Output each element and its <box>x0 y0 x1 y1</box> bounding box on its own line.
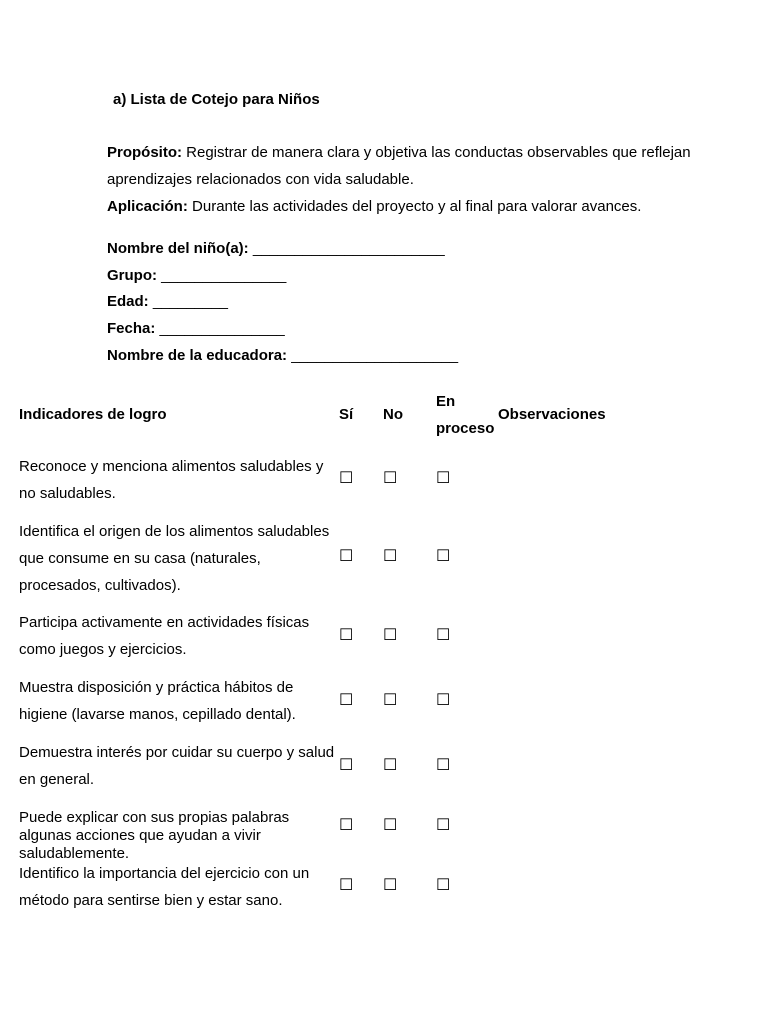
checkbox-yes[interactable]: ☐ <box>339 470 354 487</box>
field-label: Nombre de la educadora: <box>107 346 288 364</box>
field-label: Grupo: <box>107 266 157 284</box>
field-group[interactable] <box>107 263 458 290</box>
field-blank: _________ <box>148 293 228 311</box>
field-blank: ____________________ <box>287 346 459 364</box>
field-label: Fecha: <box>107 320 156 338</box>
header-indicators: Indicadores de logro <box>19 406 167 423</box>
checkbox-yes[interactable]: ☐ <box>339 877 354 894</box>
field-teacher-name[interactable] <box>107 343 458 370</box>
checkbox-in-process[interactable]: ☐ <box>436 692 451 709</box>
header-in-process-line2: proceso <box>436 420 495 437</box>
header-no: No <box>383 406 403 423</box>
checkbox-yes[interactable]: ☐ <box>339 817 354 834</box>
application-paragraph <box>107 193 707 220</box>
application-text: Durante las actividades del proyecto y al final para valorar avances. <box>187 198 642 215</box>
header-yes: Sí <box>339 406 354 423</box>
indicator-text: Muestra disposición y práctica hábitos de higiene (lavarse manos, cepillado dental). <box>19 679 296 723</box>
indicator-text: Demuestra interés por cuidar su cuerpo y salud en general. <box>19 744 335 788</box>
checkbox-yes[interactable]: ☐ <box>339 627 354 644</box>
header-observations: Observaciones <box>498 406 606 423</box>
field-blank: _______________ <box>155 320 285 338</box>
checkbox-in-process[interactable]: ☐ <box>436 877 451 894</box>
field-age[interactable] <box>107 289 458 316</box>
checkbox-no[interactable]: ☐ <box>383 877 398 894</box>
header-in-process-line1: En <box>436 393 456 410</box>
checkbox-no[interactable]: ☐ <box>383 627 398 644</box>
checkbox-no[interactable]: ☐ <box>383 757 398 774</box>
checkbox-no[interactable]: ☐ <box>383 692 398 709</box>
checkbox-in-process[interactable]: ☐ <box>436 470 451 487</box>
field-blank: _______________ <box>157 266 287 284</box>
student-info-fields <box>107 236 458 370</box>
indicator-text: Participa activamente en actividades físicas como juegos y ejercicios. <box>19 614 310 658</box>
purpose-label: Propósito: <box>107 144 182 161</box>
header-in-process <box>436 388 494 442</box>
indicator-text: Identifico la importancia del ejercicio con un método para sentirse bien y estar sano. <box>19 865 310 909</box>
checkbox-in-process[interactable]: ☐ <box>436 757 451 774</box>
field-blank: _______________________ <box>248 240 445 257</box>
indicator-text: Reconoce y menciona alimentos saludables y no saludables. <box>19 458 324 502</box>
checkbox-in-process[interactable]: ☐ <box>436 627 451 644</box>
checkbox-in-process[interactable]: ☐ <box>436 817 451 834</box>
checkbox-no[interactable]: ☐ <box>383 470 398 487</box>
field-label: Nombre del niño(a): <box>107 240 249 257</box>
indicator-text: Puede explicar con sus propias palabras algunas acciones que ayudan a vivir saludablemente. <box>19 809 290 862</box>
purpose-block <box>107 139 707 220</box>
checkbox-yes[interactable]: ☐ <box>339 757 354 774</box>
checkbox-no[interactable]: ☐ <box>383 548 398 565</box>
checkbox-no[interactable]: ☐ <box>383 817 398 834</box>
field-child-name[interactable] <box>107 236 458 263</box>
application-label: Aplicación: <box>107 198 188 215</box>
indicator-text: Identifica el origen de los alimentos saludables que consume en su casa (naturales, procesados, cultivados). <box>19 523 330 594</box>
field-date[interactable] <box>107 316 458 343</box>
field-label: Edad: <box>107 293 149 311</box>
checkbox-yes[interactable]: ☐ <box>339 548 354 565</box>
checkbox-in-process[interactable]: ☐ <box>436 548 451 565</box>
checkbox-yes[interactable]: ☐ <box>339 692 354 709</box>
page-title: a) Lista de Cotejo para Niños <box>113 91 320 108</box>
purpose-paragraph <box>107 139 707 193</box>
purpose-text: Registrar de manera clara y objetiva las conductas observables que reflejan aprendizajes relacionados con vida saludable. <box>107 144 691 188</box>
